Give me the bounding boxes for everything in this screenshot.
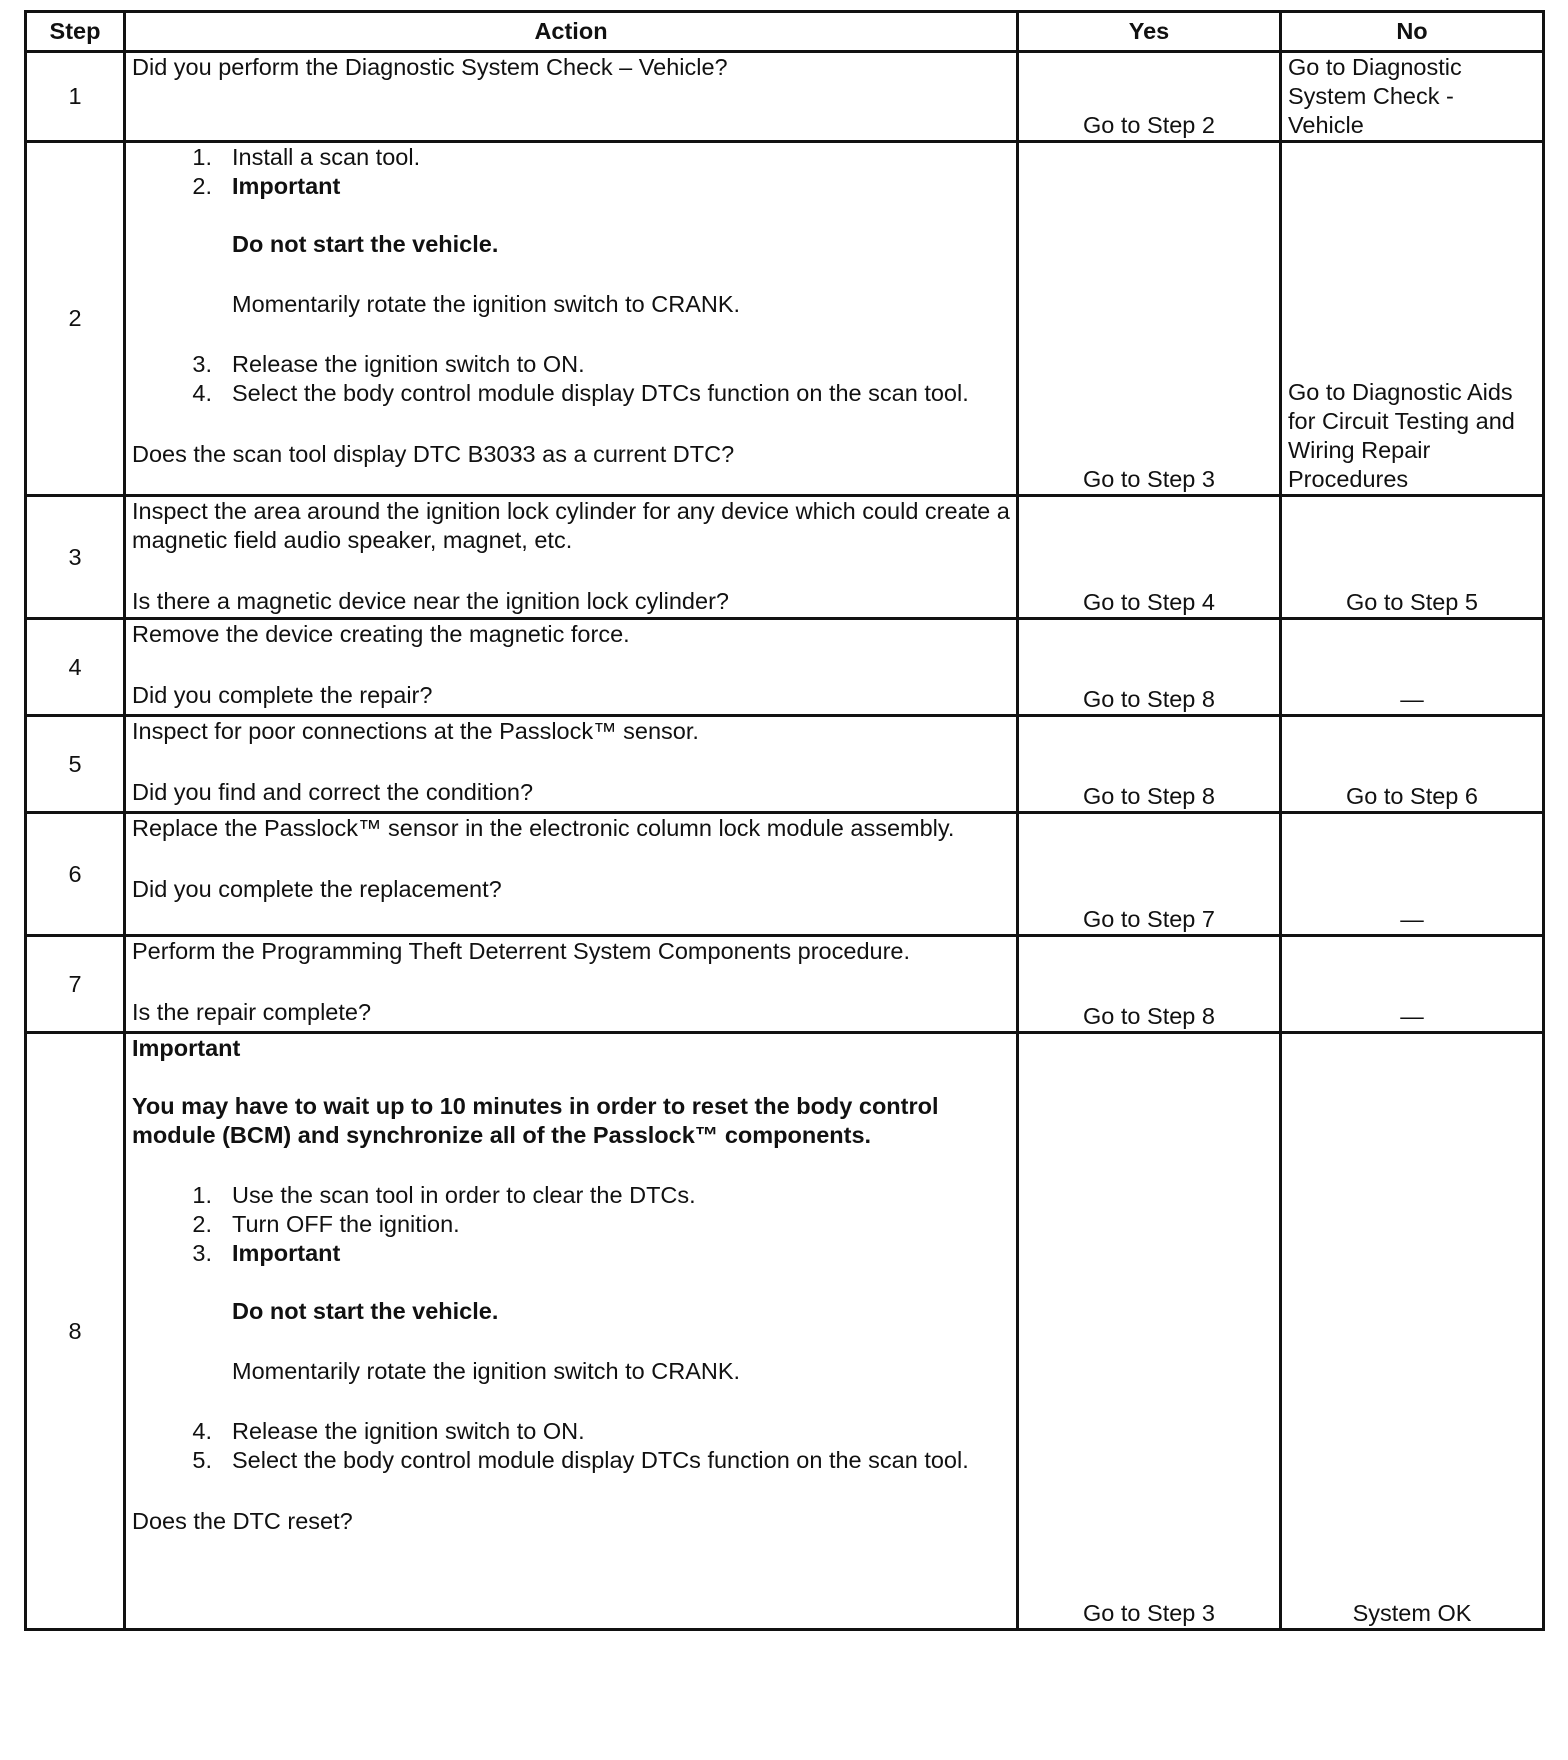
yes-cell: Go to Step 8 xyxy=(1018,619,1281,716)
list-text: Turn OFF the ignition. xyxy=(232,1211,460,1237)
list-item xyxy=(132,1181,1010,1210)
action-text: Remove the device creating the magnetic force. xyxy=(132,621,630,647)
action-question: Is there a magnetic device near the ignition lock cylinder? xyxy=(132,588,729,614)
yes-cell: Go to Step 8 xyxy=(1018,936,1281,1033)
yes-cell: Go to Step 8 xyxy=(1018,716,1281,813)
step-number: 4 xyxy=(26,619,125,716)
step-number: 5 xyxy=(26,716,125,813)
header-action: Action xyxy=(125,12,1018,52)
table-row xyxy=(26,52,1544,142)
action-question: Is the repair complete? xyxy=(132,999,372,1025)
step-number: 6 xyxy=(26,813,125,936)
yes-cell: Go to Step 3 xyxy=(1018,1033,1281,1630)
no-cell: — xyxy=(1281,619,1544,716)
list-number: 2. xyxy=(192,173,212,199)
step-number: 8 xyxy=(26,1033,125,1630)
list-number: 1. xyxy=(192,144,212,170)
list-item xyxy=(132,143,1010,172)
table-row xyxy=(26,142,1544,496)
important-heading: Important xyxy=(232,1240,341,1266)
list-number: 4. xyxy=(192,380,212,406)
list-item xyxy=(132,350,1010,379)
table-row xyxy=(26,936,1544,1033)
list-text: Select the body control module display DTCs function on the scan tool. xyxy=(232,1447,969,1473)
warning-note: You may have to wait up to 10 minutes in order to reset the body control module (BCM) and synchronize all of the Passlock™ components. xyxy=(132,1093,939,1148)
action-question: Did you complete the repair? xyxy=(132,682,433,708)
action-cell xyxy=(125,1033,1018,1630)
header-no: No xyxy=(1281,12,1544,52)
step-number: 1 xyxy=(26,52,125,142)
table-row xyxy=(26,813,1544,936)
step-number: 3 xyxy=(26,496,125,619)
important-heading: Important xyxy=(232,173,341,199)
no-cell: — xyxy=(1281,936,1544,1033)
list-number: 3. xyxy=(192,351,212,377)
list-item xyxy=(132,172,1010,201)
no-cell: — xyxy=(1281,813,1544,936)
table-row xyxy=(26,716,1544,813)
list-text: Use the scan tool in order to clear the DTCs. xyxy=(232,1182,696,1208)
action-question: Did you perform the Diagnostic System Check – Vehicle? xyxy=(132,54,728,80)
action-question: Did you complete the replacement? xyxy=(132,876,502,902)
action-question: Did you find and correct the condition? xyxy=(132,779,534,805)
table-row xyxy=(26,619,1544,716)
action-question: Does the scan tool display DTC B3033 as a current DTC? xyxy=(132,441,735,467)
list-item xyxy=(132,1446,1010,1475)
action-text: Inspect for poor connections at the Passlock™ sensor. xyxy=(132,718,699,744)
instruction-list xyxy=(132,350,1010,408)
list-number: 1. xyxy=(192,1182,212,1208)
diagnostic-table xyxy=(24,10,1545,1631)
no-cell: Go to Step 6 xyxy=(1281,716,1544,813)
action-cell xyxy=(125,716,1018,813)
list-item xyxy=(132,1210,1010,1239)
list-item xyxy=(132,1417,1010,1446)
step-number: 2 xyxy=(26,142,125,496)
yes-cell: Go to Step 2 xyxy=(1018,52,1281,142)
list-item xyxy=(132,1239,1010,1268)
instruction-list xyxy=(132,1417,1010,1475)
action-question: Does the DTC reset? xyxy=(132,1508,353,1534)
list-item xyxy=(132,379,1010,408)
yes-cell: Go to Step 4 xyxy=(1018,496,1281,619)
action-text: Perform the Programming Theft Deterrent System Components procedure. xyxy=(132,938,911,964)
instruction-list xyxy=(132,143,1010,201)
list-text: Release the ignition switch to ON. xyxy=(232,351,585,377)
header-step: Step xyxy=(26,12,125,52)
warning-note: Do not start the vehicle. xyxy=(232,1298,499,1324)
no-cell: Go to Diagnostic Aids for Circuit Testing and Wiring Repair Procedures xyxy=(1281,142,1544,496)
action-cell xyxy=(125,619,1018,716)
action-cell xyxy=(125,936,1018,1033)
no-cell: Go to Diagnostic System Check - Vehicle xyxy=(1281,52,1544,142)
table-row xyxy=(26,496,1544,619)
list-text: Momentarily rotate the ignition switch to CRANK. xyxy=(232,1358,741,1384)
action-cell xyxy=(125,813,1018,936)
list-text: Select the body control module display DTCs function on the scan tool. xyxy=(232,380,969,406)
action-cell xyxy=(125,52,1018,142)
list-text: Momentarily rotate the ignition switch to CRANK. xyxy=(232,291,741,317)
header-row xyxy=(26,12,1544,52)
step-number: 7 xyxy=(26,936,125,1033)
yes-cell: Go to Step 3 xyxy=(1018,142,1281,496)
instruction-list xyxy=(132,1181,1010,1268)
list-number: 3. xyxy=(192,1240,212,1266)
action-text: Replace the Passlock™ sensor in the electronic column lock module assembly. xyxy=(132,815,955,841)
header-yes: Yes xyxy=(1018,12,1281,52)
list-text: Release the ignition switch to ON. xyxy=(232,1418,585,1444)
warning-note: Do not start the vehicle. xyxy=(232,231,499,257)
yes-cell: Go to Step 7 xyxy=(1018,813,1281,936)
no-cell: Go to Step 5 xyxy=(1281,496,1544,619)
action-text: Inspect the area around the ignition lock cylinder for any device which could create a magnetic field audio speaker, magnet, etc. xyxy=(132,498,1010,553)
list-text: Install a scan tool. xyxy=(232,144,421,170)
no-cell: System OK xyxy=(1281,1033,1544,1630)
list-number: 4. xyxy=(192,1418,212,1444)
list-number: 5. xyxy=(192,1447,212,1473)
list-number: 2. xyxy=(192,1211,212,1237)
action-cell xyxy=(125,496,1018,619)
action-cell xyxy=(125,142,1018,496)
table-row xyxy=(26,1033,1544,1630)
important-heading: Important xyxy=(132,1035,241,1061)
